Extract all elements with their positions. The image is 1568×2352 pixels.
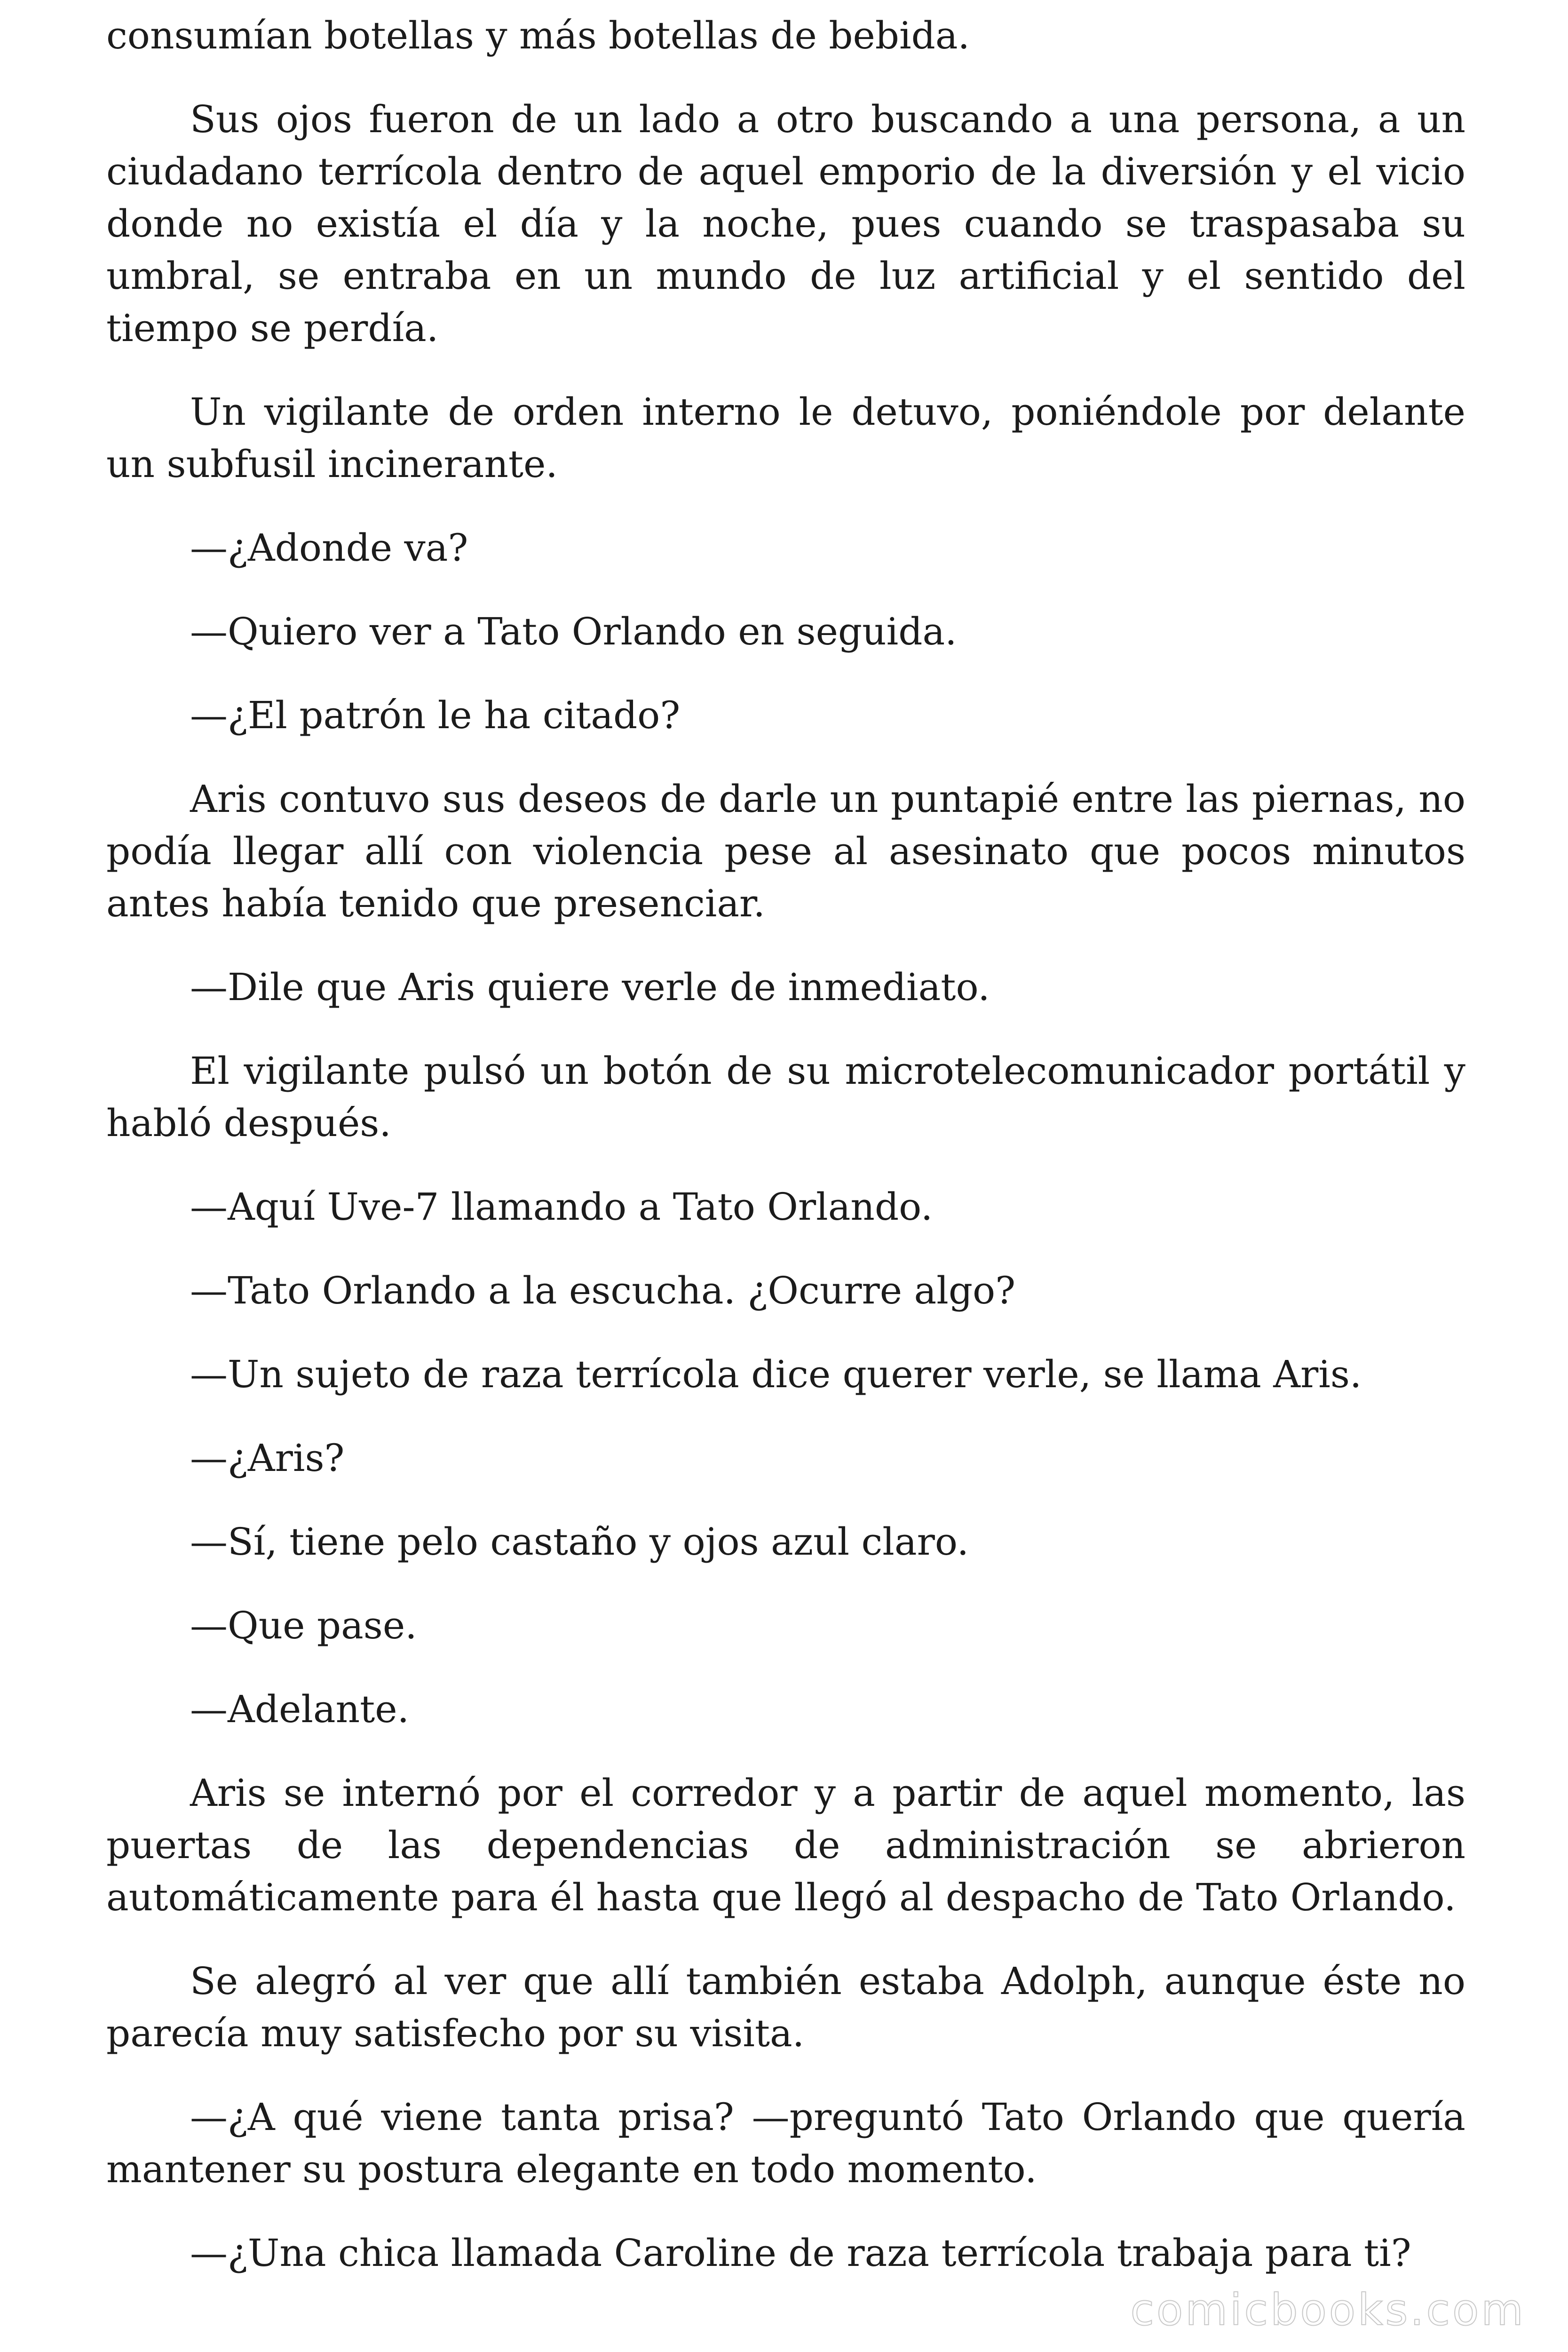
watermark: comicbooks.com (1130, 2285, 1526, 2335)
dialogue-line: —Tato Orlando a la escucha. ¿Ocurre algo? (190, 1269, 1016, 1312)
dialogue-line: —¿A qué viene tanta prisa? —preguntó Tato Orlando que quería mantener su postura elegante en todo momento. (106, 2095, 1465, 2191)
dialogue-line: —Aquí Uve-7 llamando a Tato Orlando. (190, 1185, 933, 1229)
dialogue-line: —Adelante. (190, 1687, 410, 1731)
paragraph: Un vigilante de orden interno le detuvo, poniéndole por delante un subfusil incinerante. (106, 390, 1465, 486)
paragraph: Se alegró al ver que allí también estaba Adolph, aunque éste no parecía muy satisfecho por su visita. (106, 1959, 1465, 2055)
paragraph: Aris se internó por el corredor y a partir de aquel momento, las puertas de las dependencias de administración se abrieron automáticamente para él hasta que llegó al despacho de Tato Orlando. (106, 1771, 1465, 1919)
dialogue-line: —¿Adonde va? (190, 526, 468, 570)
dialogue-line: —Un sujeto de raza terrícola dice querer verle, se llama Aris. (190, 1352, 1362, 1396)
paragraph: Aris contuvo sus deseos de darle un puntapié entre las piernas, no podía llegar allí con violencia pese al asesinato que pocos minutos antes había tenido que presenciar. (106, 777, 1465, 925)
dialogue-line: —Sí, tiene pelo castaño y ojos azul claro. (190, 1520, 969, 1564)
dialogue-line: —Que pase. (190, 1604, 417, 1647)
paragraph: El vigilante pulsó un botón de su microtelecomunicador portátil y habló después. (106, 1049, 1465, 1145)
dialogue-line: —Dile que Aris quiere verle de inmediato. (190, 965, 990, 1009)
dialogue-line: —Quiero ver a Tato Orlando en seguida. (190, 610, 957, 653)
paragraph: Sus ojos fueron de un lado a otro buscando a una persona, a un ciudadano terrícola dentro de aquel emporio de la diversión y el vicio donde no existía el día y la noche, pues cuando se traspasaba su umbral, se entraba en un mundo de luz artificial y el sentido del tiempo se perdía. (106, 97, 1465, 350)
book-page (106, 9, 1465, 2311)
dialogue-line: —¿Una chica llamada Caroline de raza terrícola trabaja para ti? (190, 2231, 1411, 2275)
paragraph-continuation: consumían botellas y más botellas de bebida. (106, 14, 970, 57)
dialogue-line: —¿Aris? (190, 1436, 345, 1480)
dialogue-line: —¿El patrón le ha citado? (190, 693, 681, 737)
